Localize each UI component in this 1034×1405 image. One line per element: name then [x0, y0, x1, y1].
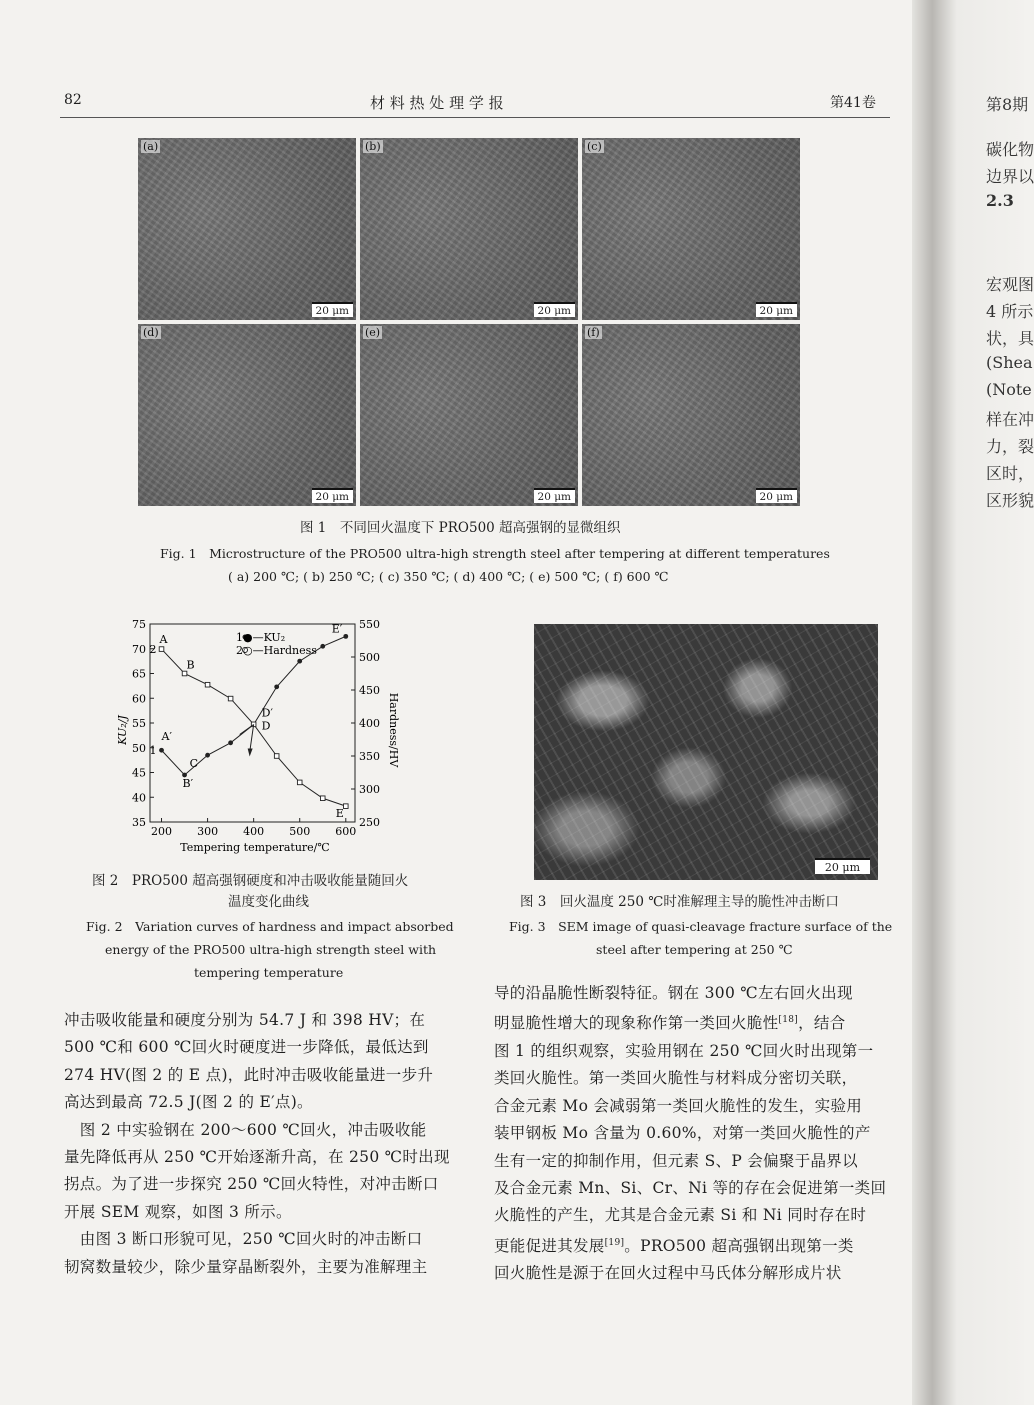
panel-label: (e) — [365, 326, 381, 339]
point-label: A′ — [161, 730, 172, 744]
next-page-text: 2.3 — [986, 191, 1014, 210]
sem-fracture-image — [534, 624, 878, 880]
fig1-caption-en: Fig. 1 Microstructure of the PRO500 ultra-high strength steel after tempering at different temperatures — [160, 546, 830, 561]
ku2-data-point — [320, 644, 325, 649]
text-span: 更能促进其发展 — [494, 1236, 605, 1255]
text-line: 及合金元素 Mn、Si、Cr、Ni 等的存在会促进第一类回 — [494, 1179, 887, 1197]
panel-label: (d) — [143, 326, 159, 339]
y-right-tick-label: 500 — [359, 651, 380, 664]
next-page-text: 边界以 — [986, 167, 1034, 186]
point-label: E — [335, 807, 344, 821]
volume-label: 第41卷 — [830, 95, 876, 111]
series-number-label: 1 — [149, 744, 157, 758]
fig3-caption-en-2: steel after tempering at 250 ℃ — [596, 942, 793, 957]
y-right-tick-label: 550 — [359, 618, 380, 631]
fig2-caption-cn-2: 温度变化曲线 — [228, 894, 309, 910]
scale-bar: 20 μm — [756, 488, 797, 503]
text-line: 类回火脆性。第一类回火脆性与材料成分密切关联， — [494, 1069, 858, 1088]
legend-entry-ku2: 1●—KU₂ — [236, 631, 286, 644]
hardness-data-point — [228, 696, 233, 701]
fig3-caption-cn: 图 3 回火温度 250 ℃时准解理主导的脆性冲击断口 — [520, 894, 839, 910]
ku2-data-point — [228, 740, 233, 745]
text-line — [494, 1007, 886, 1038]
panel-label: (a) — [143, 140, 159, 153]
y-left-tick-label: 55 — [132, 717, 146, 730]
y-left-tick-label: 45 — [132, 766, 146, 780]
y-left-tick-label: 50 — [132, 741, 146, 755]
hardness-data-point — [205, 682, 210, 687]
panel-label: (c) — [587, 140, 602, 153]
point-label: A — [159, 633, 168, 647]
micrograph-f — [582, 324, 800, 506]
text-line: 火脆性的产生，尤其是合金元素 Si 和 Ni 同时存在时 — [494, 1206, 867, 1225]
ku2-series-line — [162, 636, 346, 775]
next-page-text: (Shea — [986, 353, 1033, 372]
text-line: 装甲钢板 Mo 含量为 0.60%，对第一类回火脆性的产 — [494, 1124, 871, 1143]
ku2-data-point — [274, 684, 279, 689]
citation: [18] — [778, 1015, 799, 1026]
text-line: 合金元素 Mo 会减弱第一类回火脆性的发生，实验用 — [494, 1096, 863, 1115]
micrograph-a — [138, 138, 356, 320]
next-page-text: 样在冲 — [986, 410, 1034, 429]
micrograph-e — [360, 324, 578, 506]
point-label: E′ — [331, 622, 343, 636]
y-right-tick-label: 350 — [359, 750, 380, 763]
text-line: 导的沿晶脆性断裂特征。钢在 300 ℃左右回火出现 — [494, 984, 853, 1002]
text-line: 拐点。为了进一步探究 250 ℃回火特性，对冲击断口 — [64, 1175, 439, 1194]
scale-bar: 20 μm — [815, 858, 870, 874]
header-rule — [60, 117, 890, 118]
ku2-data-point — [205, 753, 210, 758]
x-tick-label: 200 — [151, 825, 173, 838]
text-line: 开展 SEM 观察，如图 3 所示。 — [64, 1202, 292, 1221]
hardness-data-point — [320, 796, 325, 801]
x-tick-label: 500 — [289, 825, 311, 838]
text-line: 韧窝数量较少，除少量穿晶断裂外，主要为准解理主 — [64, 1257, 428, 1276]
arrow-to-left-axis — [240, 724, 254, 734]
x-tick-label: 400 — [243, 825, 265, 838]
next-page-fragment — [982, 0, 1034, 1405]
micrograph-d — [138, 324, 356, 506]
text-line: 图 1 的组织观察，实验用钢在 250 ℃回火时出现第一 — [494, 1041, 874, 1060]
text-line: 500 ℃和 600 ℃回火时硬度进一步降低，最低达到 — [64, 1038, 429, 1057]
ku2-data-point — [159, 748, 164, 753]
text-line: 量先降低再从 250 ℃开始逐渐升高，在 250 ℃时出现 — [64, 1148, 450, 1167]
text-span: ，结合 — [798, 1014, 846, 1033]
scale-bar: 20 μm — [534, 488, 575, 503]
body-text-left — [64, 1007, 450, 1281]
y-right-tick-label: 450 — [359, 684, 380, 697]
point-label: C — [189, 757, 199, 771]
hardness-data-point — [182, 671, 187, 676]
fig1-caption-cn: 图 1 不同回火温度下 PRO500 超高强钢的显微组织 — [300, 520, 621, 536]
series-number-label: 2 — [149, 643, 157, 657]
y-right-tick-label: 250 — [359, 816, 380, 829]
hardness-data-point — [274, 754, 279, 759]
ku2-data-point — [297, 659, 302, 664]
page-number: 82 — [64, 92, 82, 108]
legend-entry-hardness: 2○—Hardness — [236, 644, 317, 657]
fig3-caption-en-1: Fig. 3 SEM image of quasi-cleavage fracture surface of the — [509, 919, 893, 934]
text-line: 高达到最高 72.5 J(图 2 的 E′点)。 — [64, 1093, 313, 1112]
hardness-data-point — [297, 780, 302, 785]
next-page-text: 碳化物 — [986, 140, 1034, 159]
scale-bar: 20 μm — [312, 302, 353, 317]
y-right-tick-label: 400 — [359, 717, 380, 730]
next-page-text: 状，具 — [986, 329, 1034, 348]
text-line — [494, 1230, 886, 1261]
next-page-text: 力，裂 — [986, 437, 1034, 456]
next-page-text: (Note — [986, 380, 1032, 399]
arrow-head — [248, 748, 253, 756]
scale-bar: 20 μm — [756, 302, 797, 317]
fig2-caption-en-3: tempering temperature — [194, 965, 344, 980]
micrograph-c — [582, 138, 800, 320]
text-line: 由图 3 断口形貌可见，250 ℃回火时的冲击断口 — [64, 1230, 423, 1249]
scale-bar: 20 μm — [312, 488, 353, 503]
fig2-caption-cn-1: 图 2 PRO500 超高强钢硬度和冲击吸收能量随回火 — [92, 873, 409, 889]
micrograph-b — [360, 138, 578, 320]
next-page-text: 区形貌 — [986, 491, 1034, 510]
next-page-text: 4 所示 — [986, 302, 1034, 321]
text-line: 生有一定的抑制作用，但元素 S、P 会偏聚于晶界以 — [494, 1151, 858, 1170]
text-line: 回火脆性是源于在回火过程中马氏体分解形成片状 — [494, 1264, 842, 1283]
hardness-data-point — [159, 647, 164, 652]
text-line: 274 HV(图 2 的 E 点)，此时冲击吸收能量进一步升 — [64, 1065, 434, 1084]
x-tick-label: 300 — [197, 825, 219, 838]
scale-bar: 20 μm — [534, 302, 575, 317]
y-left-tick-label: 70 — [132, 642, 146, 656]
y-right-tick-label: 300 — [359, 783, 380, 796]
hardness-impact-chart — [70, 612, 400, 862]
citation: [19] — [604, 1237, 625, 1248]
text-line: 冲击吸收能量和硬度分别为 54.7 J 和 398 HV；在 — [64, 1011, 426, 1029]
y-left-tick-label: 35 — [132, 816, 146, 829]
panel-label: (b) — [365, 140, 381, 153]
y-axis-left-label: KU₂/J — [116, 715, 129, 745]
text-span: 。PRO500 超高强钢出现第一类 — [624, 1236, 854, 1255]
x-tick-label: 600 — [335, 825, 357, 838]
y-left-tick-label: 60 — [132, 692, 146, 706]
body-text-right — [494, 980, 886, 1288]
y-left-tick-label: 75 — [132, 618, 146, 631]
panel-label: (f) — [587, 326, 600, 339]
point-label: B′ — [182, 776, 194, 790]
text-line: 图 2 中实验钢在 200～600 ℃回火，冲击吸收能 — [64, 1120, 427, 1139]
point-label: D — [261, 719, 271, 733]
y-left-tick-label: 40 — [132, 791, 146, 805]
ku2-data-point — [343, 634, 348, 639]
next-page-text: 宏观图 — [986, 275, 1034, 294]
fig2-caption-en-2: energy of the PRO500 ultra-high strength steel with — [105, 942, 437, 957]
point-label: D′ — [261, 706, 273, 720]
journal-title: 材 料 热 处 理 学 报 — [370, 94, 504, 112]
next-page-text: 区时， — [986, 464, 1034, 483]
hardness-data-point — [343, 804, 348, 809]
fig2-caption-en-1: Fig. 2 Variation curves of hardness and impact absorbed — [86, 919, 454, 934]
x-axis-label: Tempering temperature/℃ — [180, 841, 330, 854]
y-axis-right-label: Hardness/HV — [387, 692, 400, 768]
point-label: B — [186, 658, 195, 672]
next-page-text: 第8期 — [986, 95, 1029, 114]
fig1-caption-sub: ( a) 200 ℃; ( b) 250 ℃; ( c) 350 ℃; ( d) 400 ℃; ( e) 500 ℃; ( f) 600 ℃ — [228, 569, 669, 584]
arrow-down — [250, 724, 254, 752]
y-left-tick-label: 65 — [132, 667, 146, 681]
text-span: 明显脆性增大的现象称作第一类回火脆性 — [494, 1014, 779, 1033]
